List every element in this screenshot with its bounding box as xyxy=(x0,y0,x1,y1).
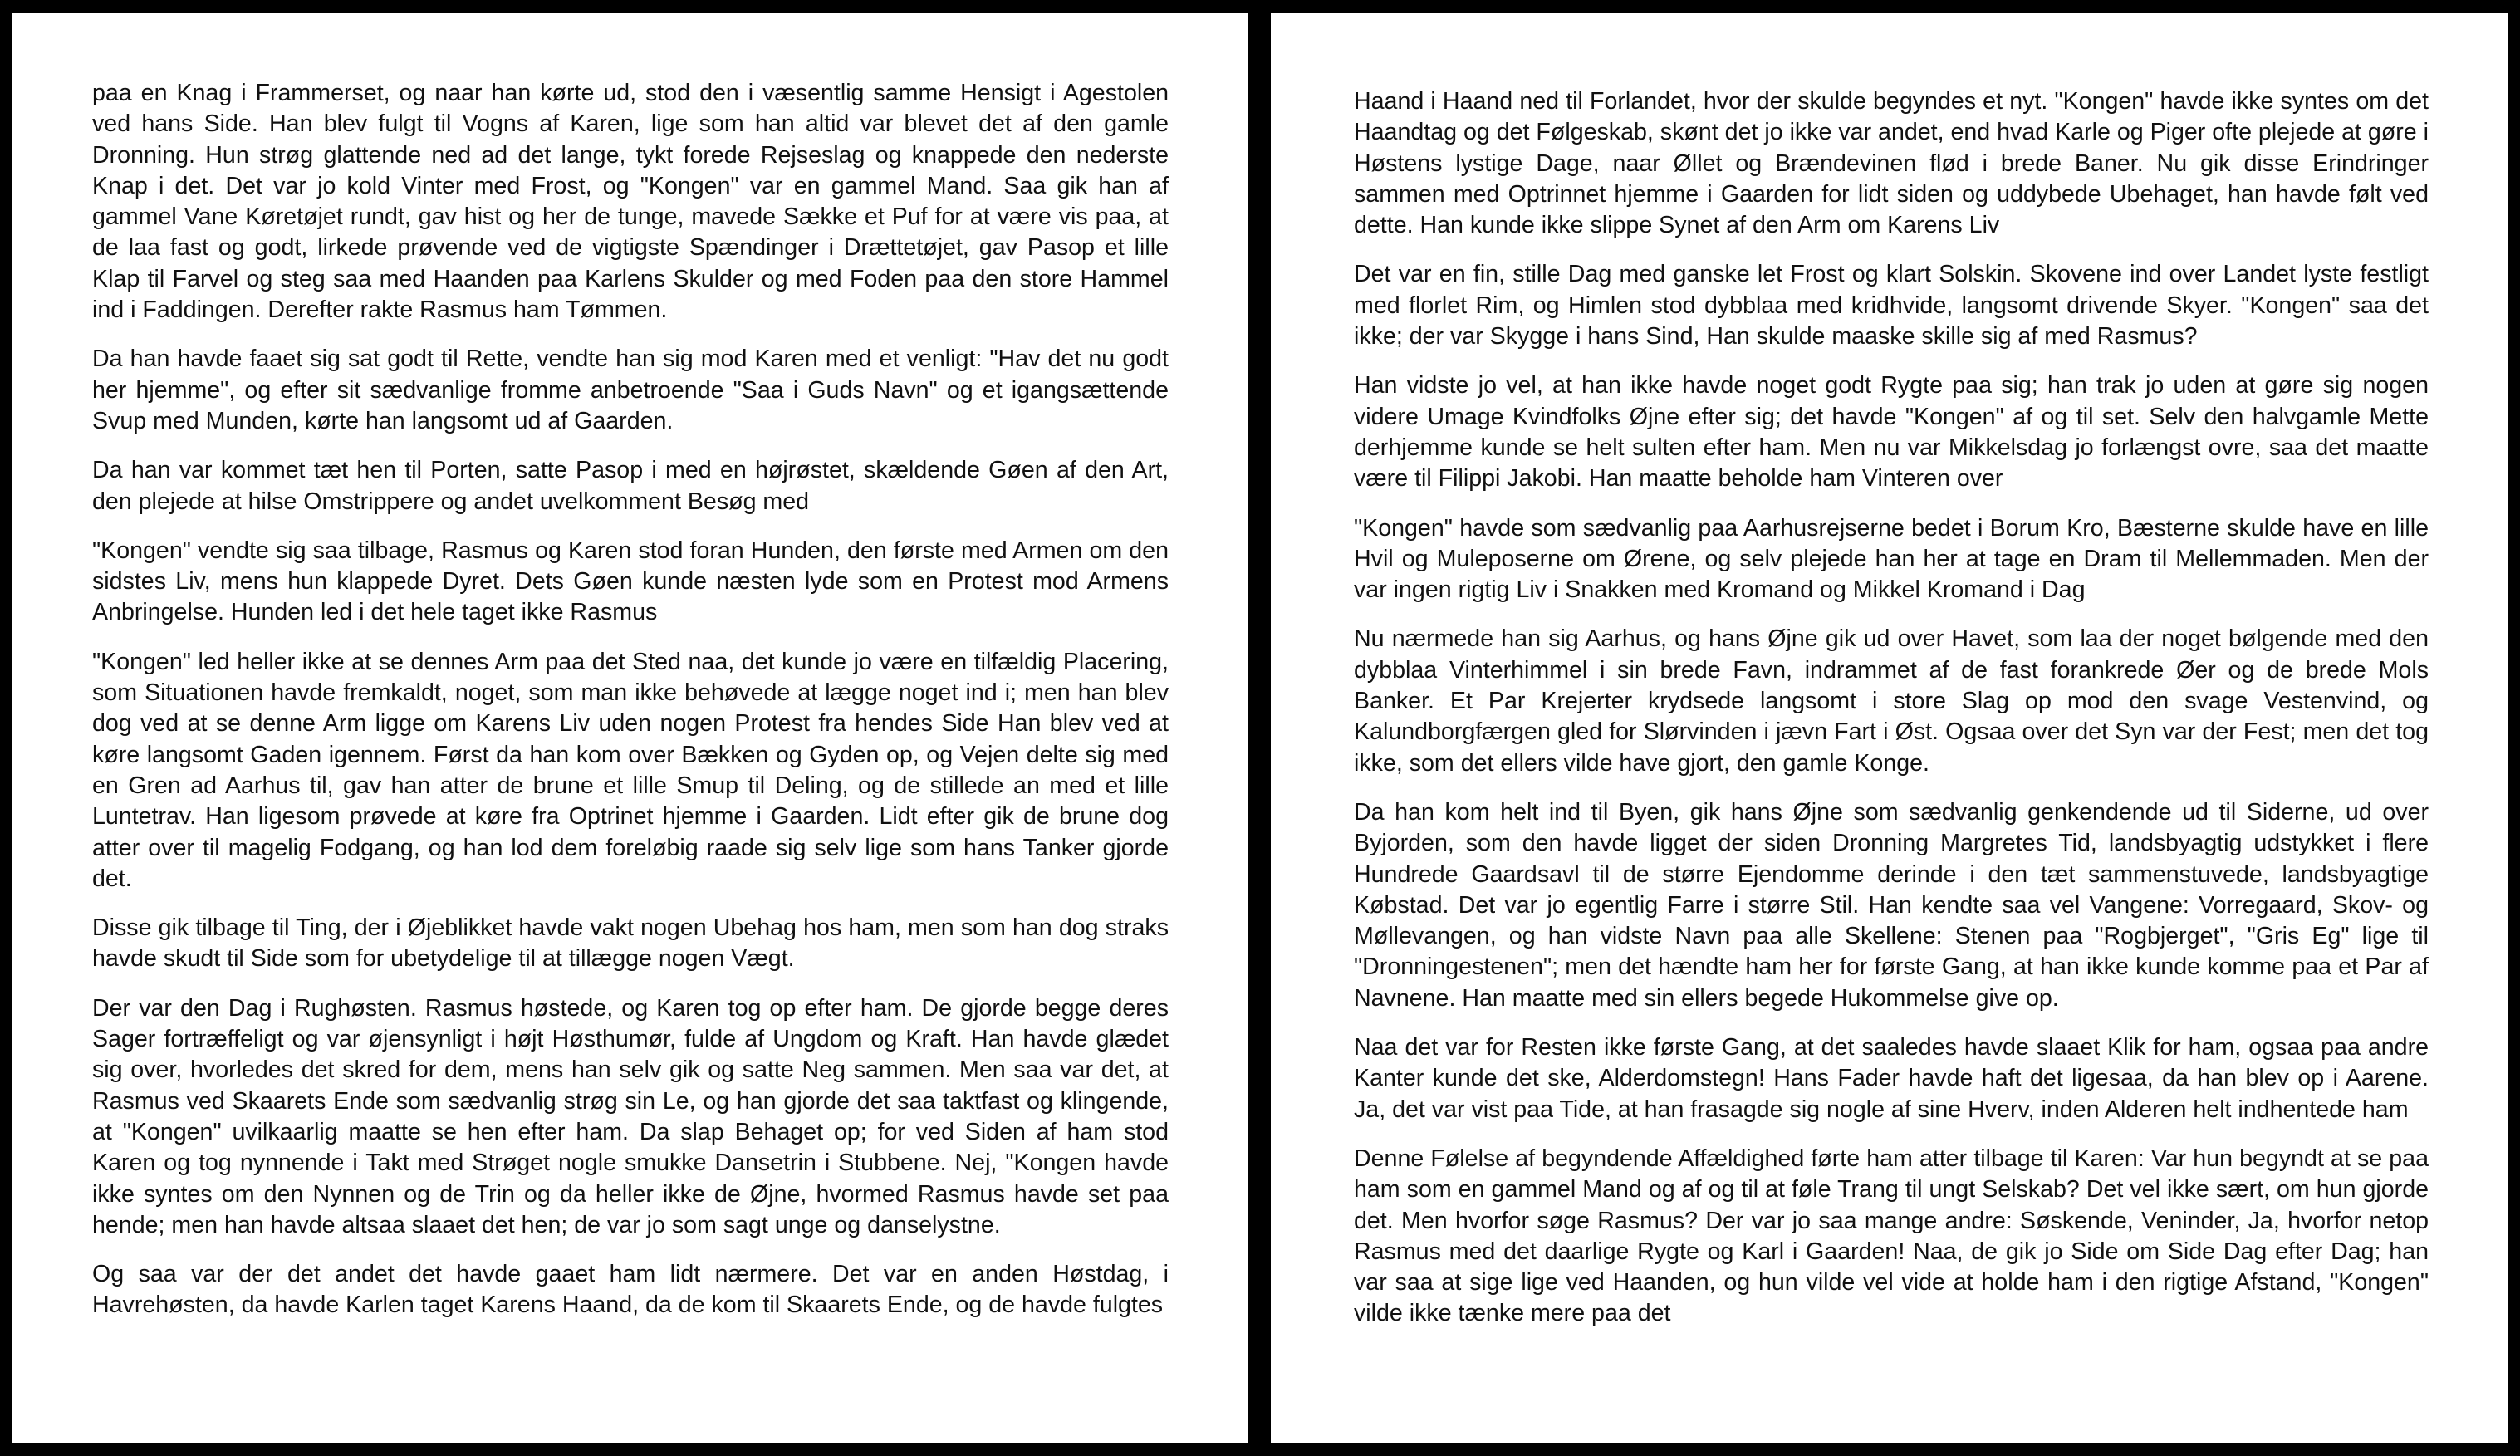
paragraph: Disse gik tilbage til Ting, der i Øjeblikket havde vakt nogen Ubehag hos ham, men som han dog straks havde skudt til Side som for ubetydelige til at tillægge nogen Vægt. xyxy=(92,914,1169,973)
paragraph: Han vidste jo vel, at han ikke havde noget godt Rygte paa sig; han trak jo uden at gøre sig nogen videre Umage Kvindfolks Øjne efter sig; det havde "Kongen" af og til set. Selv den halvgamle Mette derhjemme kunde se helt sulten efter ham. Men nu var Mikkelsdag jo forlængst ovre, saa det maatte være til Filippi Jakobi. Han maatte beholde ham Vinteren over xyxy=(1354,372,2429,493)
paragraph: Da han havde faaet sig sat godt til Rette, vendte han sig mod Karen med et venligt: "Hav det nu godt her hjemme", og efter sit sædvanlige fromme anbetroende "Saa i Guds Navn" og et igangsættende Svup med Munden, kørte han langsomt ud af Gaarden. xyxy=(92,346,1169,434)
paragraph: Da han kom helt ind til Byen, gik hans Øjne som sædvanlig genkendende ud til Siderne, ud over Byjorden, som den havde ligget der siden Dronning Margretes Tid, landsbyagtig udstykket i flere Hundrede Gaardsavl til de større Ejendomme derinde i den tæt sammenstuvede, landsbyagtige Købstad. Det var jo egentlig Farre i større Stil. Han kendte saa vel Vangene: Vorregaard, Skov- og Møllevangen, og han vidste Navn paa alle Skellene: Stenen paa "Rogbjerget", "Gris Eg" lige til "Dronningestenen"; men det hændte ham her for første Gang, at han ikke kunde komme paa et Par af Navnene. Han maatte med sin ellers begede Hukommelse give op. xyxy=(1354,798,2429,1012)
paragraph: "Kongen" led heller ikke at se dennes Arm paa det Sted naa, det kunde jo være en tilfældig Placering, som Situationen havde fremkaldt, noget, som man ikke behøvede at lægge noget ind i; men han blev dog ved at se denne Arm ligge om Karens Liv uden nogen Protest fra hendes Side Han blev ved at køre langsomt Gaden igennem. Først da han kom over Bækken og Gyden op, og Vejen delte sig med en Gren ad Aarhus til, gav han atter de brune et lille Smup til Deling, og de stillede an med et lille Luntetrav. Han ligesom prøvede at køre fra Optrinet hjemme i Gaarden. Lidt efter gik de brune dog atter over til magelig Fodgang, og han lod dem foreløbig raade sig selv lige som hans Tanker gjorde det. xyxy=(92,648,1169,892)
paragraph: Det var en fin, stille Dag med ganske let Frost og klart Solskin. Skovene ind over Landet lyste festligt med florlet Rim, og Himlen stod dybblaa med kridhvide, langsomt drivende Skyer. "Kongen" saa det ikke; der var Skygge i hans Sind, Han skulde maaske skille sig af med Rasmus? xyxy=(1354,261,2429,351)
paragraph: "Kongen" vendte sig saa tilbage, Rasmus og Karen stod foran Hunden, den første med Armen om den sidstes Liv, mens hun klappede Dyret. Dets Gøen kunde næsten lyde som en Protest mod Armens Anbringelse. Hunden led i det hele taget ikke Rasmus xyxy=(92,537,1169,626)
paragraph: Der var den Dag i Rughøsten. Rasmus høstede, og Karen tog op efter ham. De gjorde begge deres Sager fortræffeligt og var øjensynligt i højt Høsthumør, fulde af Ungdom og Kraft. Han havde glædet sig over, hvorledes det skred for dem, mens han selv gik og satte Neg sammen. Men saa var det, at Rasmus ved Skaarets Ende som sædvanlig strøg sin Le, og han gjorde det saa taktfast og klingende, at "Kongen" uvilkaarlig maatte se hen efter ham. Da slap Behaget op; for ved Siden af ham stod Karen og tog nynnende i Takt med Strøget nogle smukke Dansetrin i Stubbene. Nej, "Kongen havde ikke syntes om den Nynnen og de Trin og da heller ikke de Øjne, hvormed Rasmus havde set paa hende; men han havde altsaa slaaet det hen; de var jo som sagt unge og danselystne. xyxy=(92,994,1169,1238)
paragraph: Denne Følelse af begyndende Affældighed førte ham atter tilbage til Karen: Var hun begyndt at se paa ham som en gammel Mand og af og til at føle Trang til ungt Selskab? Det vel ikke sært, om hun gjorde det. Men hvorfor søge Rasmus? Der var jo saa mange andre: Søskende, Veninder, Ja, hvorfor netop Rasmus med det daarlige Rygte og Karl i Gaarden! Naa, de gik jo Side om Side Dag efter Dag; han var saa at sige lige ved Haanden, og hun vilde vel vide at holde ham i den rigtige Afstand, "Kongen" vilde ikke tænke mere paa det xyxy=(1354,1145,2429,1327)
paragraph: Nu nærmede han sig Aarhus, og hans Øjne gik ud over Havet, som laa der noget bølgende med den dybblaa Vinterhimmel i sin brede Favn, indrammet af de fast forankrede Øer og de brede Mols Banker. Et Par Krejerter krydsede langsomt i store Slag op mod den svage Vestenvind, og Kalundborgfærgen gled for Slørvinden i jævn Fart i Øst. Ogsaa over det Syn var der Fest; men det tog ikke, som det ellers vilde have gjort, den gamle Konge. xyxy=(1354,625,2429,777)
paragraph: Og saa var der det andet det havde gaaet ham lidt nærmere. Det var en anden Høstdag, i Havrehøsten, da havde Karlen taget Karens Haand, da de kom til Skaarets Ende, og de havde fulgtes xyxy=(92,1261,1169,1319)
paragraph: "Kongen" havde som sædvanlig paa Aarhusrejserne bedet i Borum Kro, Bæsterne skulde have en lille Hvil og Muleposerne om Ørene, og selv plejede han her at tage en Dram til Mellemmaden. Men der var ingen rigtig Liv i Snakken med Kromand og Mikkel Kromand i Dag xyxy=(1354,514,2429,604)
left-page xyxy=(12,13,1248,1443)
paragraph: Haand i Haand ned til Forlandet, hvor der skulde begyndes et nyt. "Kongen" havde ikke syntes om det Haandtag og det Følgeskab, skønt det jo ikke var andet, end hvad Karle og Piger ofte plejede at gøre i Høstens lystige Dage, naar Øllet og Brændevinen flød i brede Baner. Nu gik disse Erindringer sammen med Optrinnet hjemme i Gaarden for lidt siden og uddybede Ubehaget, han havde følt ved dette. Han kunde ikke slippe Synet af den Arm om Karens Liv xyxy=(1354,88,2429,239)
paragraph: Da han var kommet tæt hen til Porten, satte Pasop i med en højrøstet, skældende Gøen af den Art, den plejede at hilse Omstrippere og andet uvelkomment Besøg med xyxy=(92,457,1169,515)
paragraph: Naa det var for Resten ikke første Gang, at det saaledes havde slaaet Klik for ham, ogsaa paa andre Kanter kunde det ske, Alderdomstegn! Hans Fader havde haft det ligesaa, da han blev op i Aarene. Ja, det var vist paa Tide, at han frasagde sig nogle af sine Hverv, inden Alderen helt indhentede ham xyxy=(1354,1034,2429,1123)
right-page xyxy=(1271,13,2508,1443)
paragraph: paa en Knag i Frammerset, og naar han kørte ud, stod den i væsentlig samme Hensigt i Agestolen ved hans Side. Han blev fulgt til Vogns af Karen, lige som han altid var blevet det af den gamle Dronning. Hun strøg glattende ned ad det lange, tykt forede Rejseslag og knappede den nederste Knap i det. Det var jo kold Vinter med Frost, og "Kongen" var en gammel Mand. Saa gik han af gammel Vane Køretøjet rundt, gav hist og her de tunge, mavede Sække et Puf for at være vis paa, at de laa fast og godt, lirkede prøvende ved de vigtigste Spændinger i Drættetøjet, gav Pasop et lille Klap til Farvel og steg saa med Haanden paa Karlens Skulder og med Foden paa den store Hammel ind i Faddingen. Derefter rakte Rasmus ham Tømmen. xyxy=(92,80,1169,324)
